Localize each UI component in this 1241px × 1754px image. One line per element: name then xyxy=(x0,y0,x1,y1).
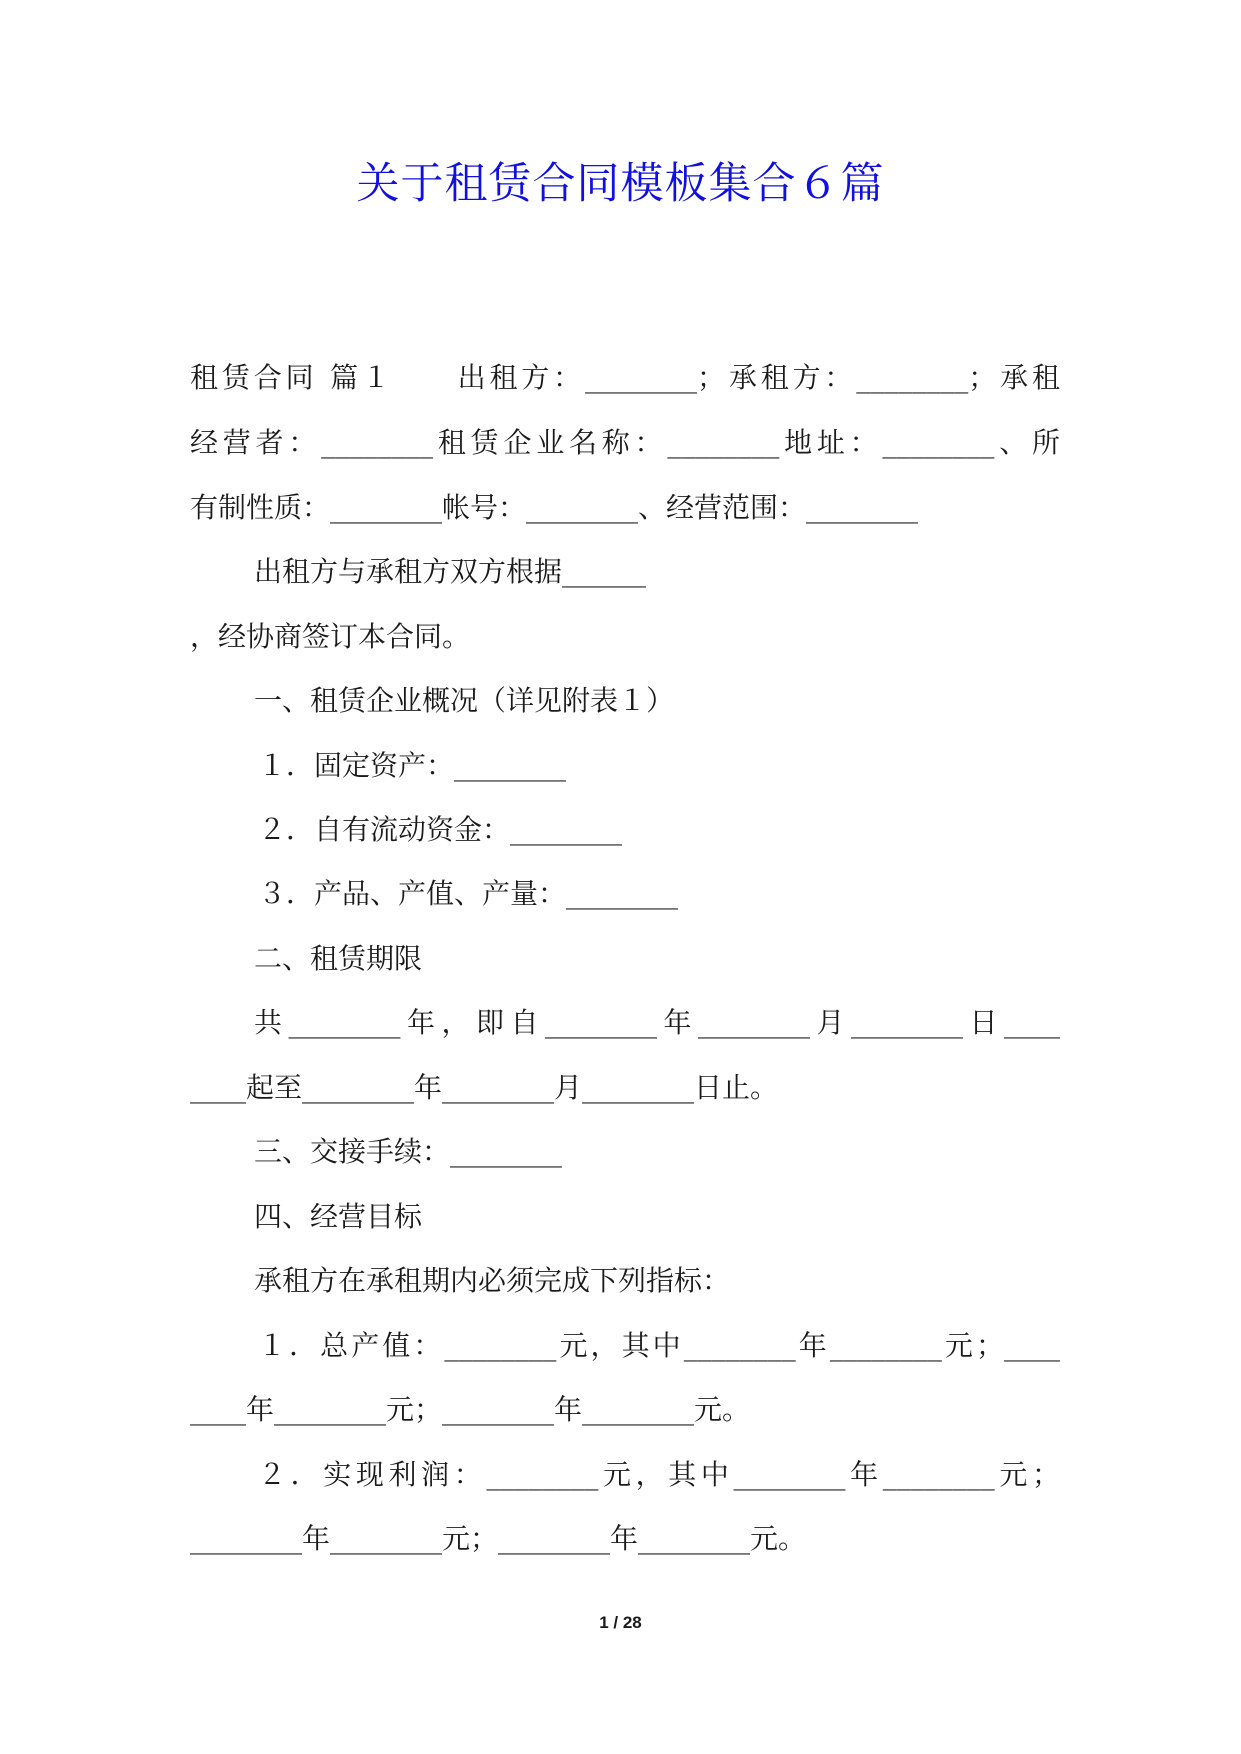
page-number: 1 / 28 xyxy=(599,1613,642,1632)
party-info-line-2: 经营者：________租赁企业名称：________地址：________、所 xyxy=(190,426,1060,459)
party-info-line-3: 有制性质：________帐号：________、经营范围：________ xyxy=(190,491,919,524)
list-item-products: ３．产品、产值、产量：________ xyxy=(258,877,679,910)
agreement-line: ，经协商签订本合同。 xyxy=(190,620,471,653)
party-info-line-1: 租赁合同 篇１ 出租方：________；承租方：________；承租 xyxy=(190,361,1060,394)
target-output-line-1: １．总产值：________元，其中________年________元；____ xyxy=(258,1329,1060,1362)
target-profit-line-2: ________年________元；________年________元。 xyxy=(190,1522,807,1555)
lease-term-line-2: ____起至________年________月________日止。 xyxy=(190,1071,779,1104)
lease-term-line-1: 共________年，即自________年________月________日____ xyxy=(254,1006,1060,1039)
target-profit-line-1: ２．实现利润：________元，其中________年________元； xyxy=(258,1458,1060,1491)
target-output-line-2: ____年________元；________年________元。 xyxy=(190,1393,751,1426)
list-item-fixed-assets: １．固定资产：________ xyxy=(258,749,567,782)
basis-line: 出租方与承租方双方根据______ xyxy=(254,555,647,588)
section-heading-4: 四、经营目标 xyxy=(254,1200,423,1233)
section-heading-3: 三、交接手续：________ xyxy=(254,1135,563,1168)
section-heading-2: 二、租赁期限 xyxy=(254,942,423,975)
list-item-working-capital: ２．自有流动资金：________ xyxy=(258,813,623,846)
section-heading-1: 一、租赁企业概况（详见附表１） xyxy=(254,684,675,717)
document-title: 关于租赁合同模板集合６篇 xyxy=(356,159,885,209)
targets-intro-line: 承租方在承租期内必须完成下列指标： xyxy=(254,1264,731,1297)
